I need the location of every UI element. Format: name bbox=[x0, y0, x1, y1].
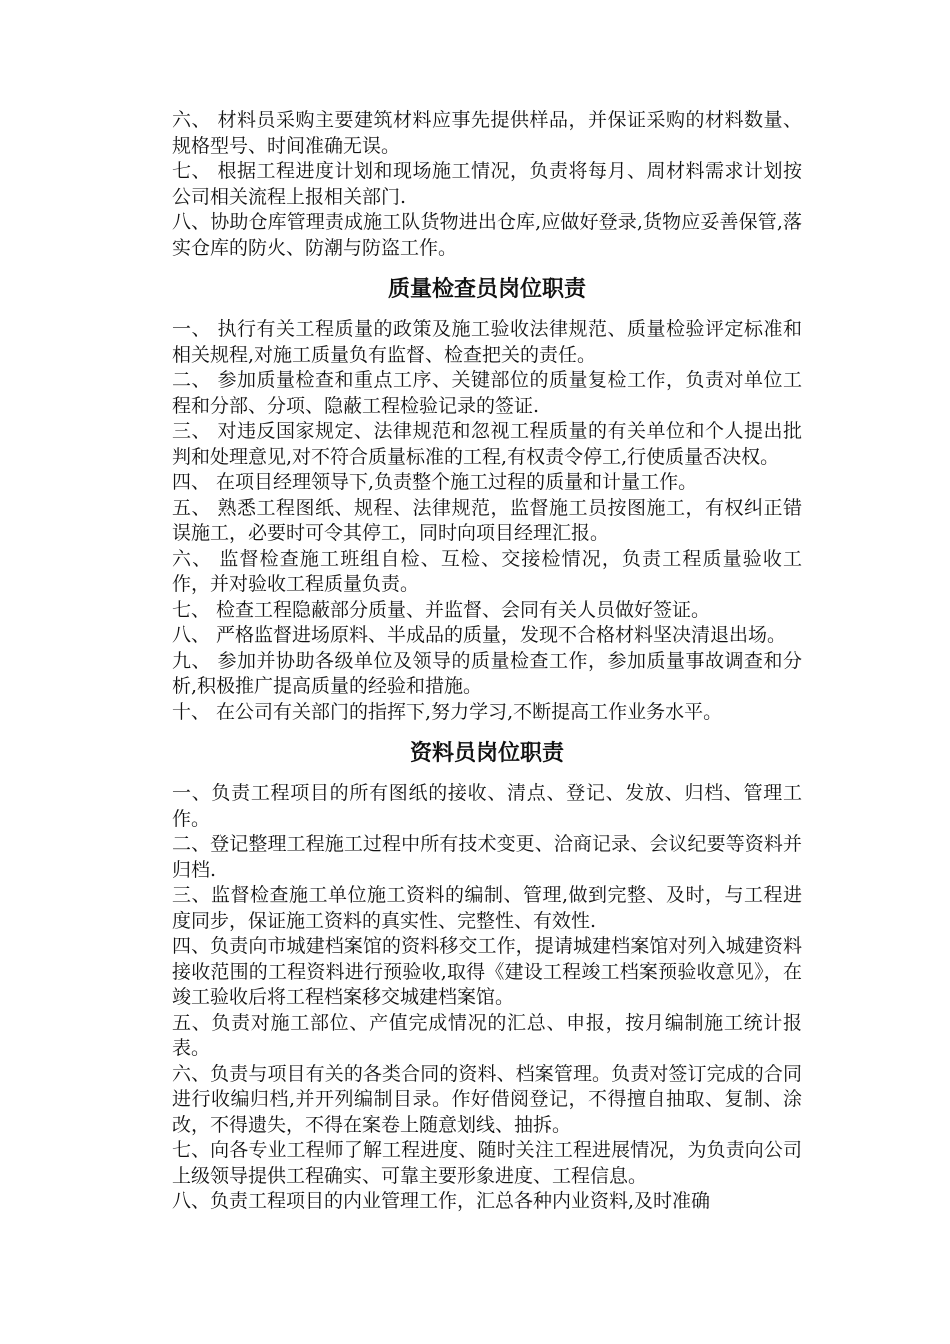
records-item-3: 三、监督检查施工单位施工资料的编制、管理,做到完整、及时，与工程进度同步，保证施工资料的真实性、完整性、有效性. bbox=[172, 884, 802, 932]
records-item-7: 七、向各专业工程师了解工程进度、随时关注工程进展情况，为负责向公司上级领导提供工程确实、可靠主要形象进度、工程信息。 bbox=[172, 1139, 802, 1187]
records-item-6: 六、负责与项目有关的各类合同的资料、档案管理。负责对签订完成的合同进行收编归档,并开列编制目录。作好借阅登记，不得擅自抽取、复制、涂改，不得遗失，不得在案卷上随意划线、抽拆。 bbox=[172, 1062, 802, 1136]
quality-item-7: 七、 检查工程隐蔽部分质量、并监督、会同有关人员做好签证。 bbox=[172, 598, 711, 621]
quality-item-1: 一、 执行有关工程质量的政策及施工验收法律规范、质量检验评定标准和相关规程,对施工质量负有监督、检查把关的责任。 bbox=[172, 318, 802, 366]
records-item-5: 五、负责对施工部位、产值完成情况的汇总、申报，按月编制施工统计报表。 bbox=[172, 1011, 802, 1059]
quality-item-3: 三、 对违反国家规定、法律规范和忽视工程质量的有关单位和个人提出批判和处理意见,对不符合质量标准的工程,有权责令停工,行使质量否决权。 bbox=[172, 420, 802, 468]
records-clerk-title: 资料员岗位职责 bbox=[409, 741, 564, 766]
quality-item-4: 四、 在项目经理领导下,负责整个施工过程的质量和计量工作。 bbox=[172, 471, 698, 493]
materials-duties-continued bbox=[172, 108, 802, 261]
records-item-1: 一、负责工程项目的所有图纸的接收、清点、登记、发放、归档、管理工作。 bbox=[172, 782, 802, 830]
materials-item-6: 六、 材料员采购主要建筑材料应事先提供样品，并保证采购的材料数量、规格型号、时间准确无误。 bbox=[172, 109, 802, 157]
quality-item-8: 八、 严格监督进场原料、半成品的质量，发现不合格材料坚决清退出场。 bbox=[172, 624, 787, 646]
quality-item-5: 五、 熟悉工程图纸、规程、法律规范，监督施工员按图施工，有权纠正错误施工，必要时可令其停工，同时向项目经理汇报。 bbox=[172, 496, 802, 544]
quality-item-2: 二、 参加质量检查和重点工序、关键部位的质量复检工作，负责对单位工程和分部、分项、隐蔽工程检验记录的签证. bbox=[172, 369, 802, 417]
materials-item-8: 八、协助仓库管理责成施工队货物进出仓库,应做好登录,货物应妥善保管,落实仓库的防火、防潮与防盗工作。 bbox=[172, 211, 802, 259]
materials-item-7: 七、 根据工程进度计划和现场施工情况，负责将每月、周材料需求计划按公司相关流程上报相关部门. bbox=[172, 160, 802, 208]
records-item-4: 四、负责向市城建档案馆的资料移交工作，提请城建档案馆对列入城建资料接收范围的工程资料进行预验收,取得《建设工程竣工档案预验收意见》，在竣工验收后将工程档案移交城建档案馆。 bbox=[172, 935, 802, 1008]
records-item-8: 八、负责工程项目的内业管理工作，汇总各种内业资料,及时准确 bbox=[172, 1190, 711, 1212]
quality-inspector-section bbox=[172, 275, 802, 725]
quality-item-6: 六、 监督检查施工班组自检、互检、交接检情况，负责工程质量验收工作，并对验收工程质量负责。 bbox=[172, 547, 802, 595]
records-clerk-section bbox=[172, 739, 802, 1215]
quality-item-9: 九、 参加并协助各级单位及领导的质量检查工作，参加质量事故调查和分析,积极推广提高质量的经验和措施。 bbox=[172, 649, 802, 697]
quality-item-10: 十、 在公司有关部门的指挥下,努力学习,不断提高工作业务水平。 bbox=[172, 700, 723, 723]
quality-inspector-title: 质量检查员岗位职责 bbox=[387, 277, 586, 302]
records-item-2: 二、登记整理工程施工过程中所有技术变更、洽商记录、会议纪要等资料并归档. bbox=[172, 833, 802, 881]
document-page bbox=[172, 108, 802, 1215]
